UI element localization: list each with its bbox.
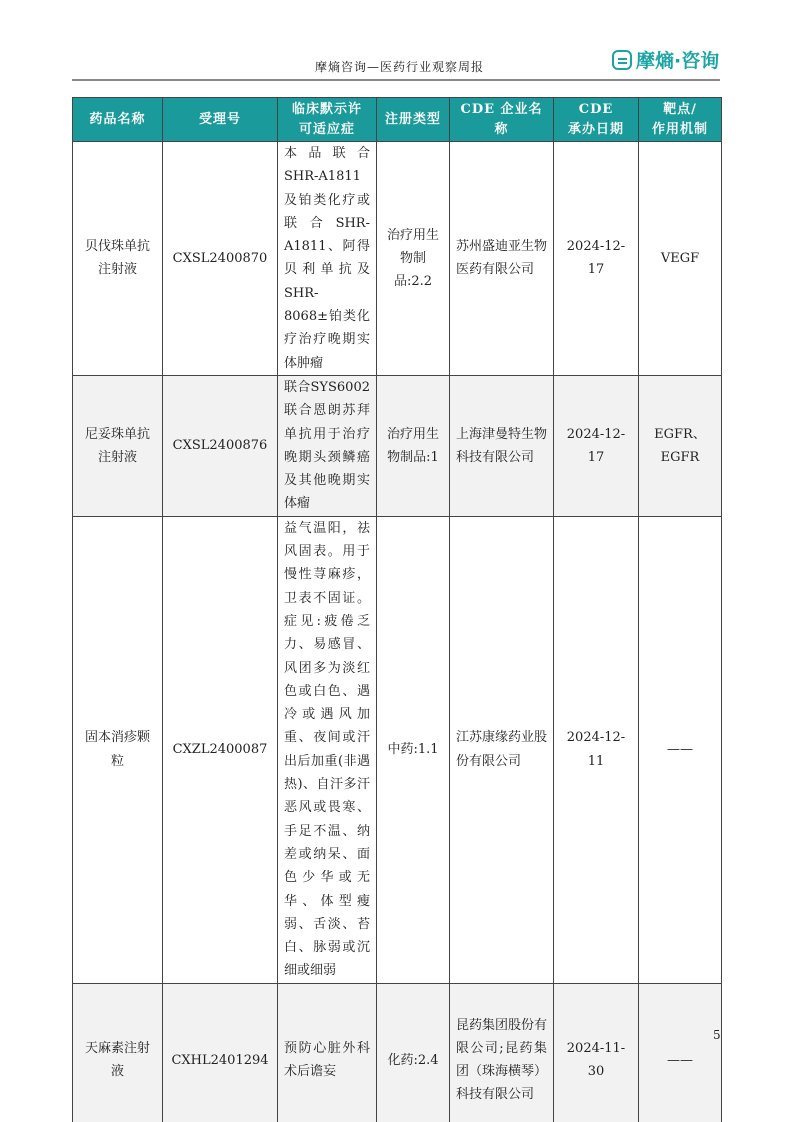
- table-cell: ——: [639, 983, 722, 1122]
- table-cell: 贝伐珠单抗注射液: [73, 142, 163, 376]
- table-cell: CXZL2400087: [163, 516, 278, 983]
- column-header: 靶点/ 作用机制: [639, 98, 722, 142]
- table-cell: 2024-11-30: [554, 983, 639, 1122]
- table-cell: 中药:1.1: [377, 516, 450, 983]
- logo-icon: [612, 50, 632, 70]
- table-row: [73, 516, 722, 983]
- table-cell: 2024-12-11: [554, 516, 639, 983]
- table-cell: VEGF: [639, 142, 722, 376]
- table-cell: 治疗用生物制品:1: [377, 375, 450, 516]
- table-cell: 化药:2.4: [377, 983, 450, 1122]
- table-cell: 天麻素注射液: [73, 983, 163, 1122]
- table-cell: CXSL2400870: [163, 142, 278, 376]
- table-cell: 2024-12-17: [554, 375, 639, 516]
- page-number: 5: [713, 1028, 721, 1042]
- table-cell: CXHL2401294: [163, 983, 278, 1122]
- column-header: 药品名称: [73, 98, 163, 142]
- table-row: [73, 983, 722, 1122]
- header-divider: [72, 79, 720, 81]
- table-row: [73, 142, 722, 376]
- logo: [612, 46, 719, 73]
- table-cell: 2024-12-17: [554, 142, 639, 376]
- table-cell: 益气温阳，祛风固表。用于慢性荨麻疹，卫表不固证。症见:疲倦乏力、易感冒、风团多为淡红色或白色、遇冷或遇风加重、夜间或汗出后加重(非遇热)、自汗多汗恶风或畏寒、手足不温、纳差或纳呆、面色少华或无华、体型瘦弱、舌淡、苔白、脉弱或沉细或细弱: [278, 516, 377, 983]
- drug-table: [72, 97, 722, 1122]
- column-header: 临床默示许 可适应症: [278, 98, 377, 142]
- column-header: 注册类型: [377, 98, 450, 142]
- table-cell: 昆药集团股份有限公司;昆药集团（珠海横琴）科技有限公司: [450, 983, 554, 1122]
- table-cell: 上海津曼特生物科技有限公司: [450, 375, 554, 516]
- column-header: CDE 承办日期: [554, 98, 639, 142]
- table-header: [73, 98, 722, 142]
- column-header: CDE 企业名称: [450, 98, 554, 142]
- table-cell: 尼妥珠单抗注射液: [73, 375, 163, 516]
- logo-text: 摩熵·咨询: [636, 50, 720, 72]
- table-cell: CXSL2400876: [163, 375, 278, 516]
- table-cell: 本品联合SHR-A1811及铂类化疗或联合SHR-A1811、阿得贝利单抗及SHR-8068±铂类化疗治疗晚期实体肿瘤: [278, 142, 377, 376]
- column-header: 受理号: [163, 98, 278, 142]
- table-cell: 江苏康缘药业股份有限公司: [450, 516, 554, 983]
- header-title: 摩熵咨询—医药行业观察周报: [315, 60, 485, 74]
- table-cell: 治疗用生物制品:2.2: [377, 142, 450, 376]
- table-cell: ——: [639, 516, 722, 983]
- table-row: [73, 375, 722, 516]
- table-cell: 苏州盛迪亚生物医药有限公司: [450, 142, 554, 376]
- table-cell: 预防心脏外科术后谵妄: [278, 983, 377, 1122]
- table-cell: 固本消疹颗粒: [73, 516, 163, 983]
- table-cell: 联合SYS6002联合恩朗苏拜单抗用于治疗晚期头颈鳞癌及其他晚期实体瘤: [278, 375, 377, 516]
- table-cell: EGFR、EGFR: [639, 375, 722, 516]
